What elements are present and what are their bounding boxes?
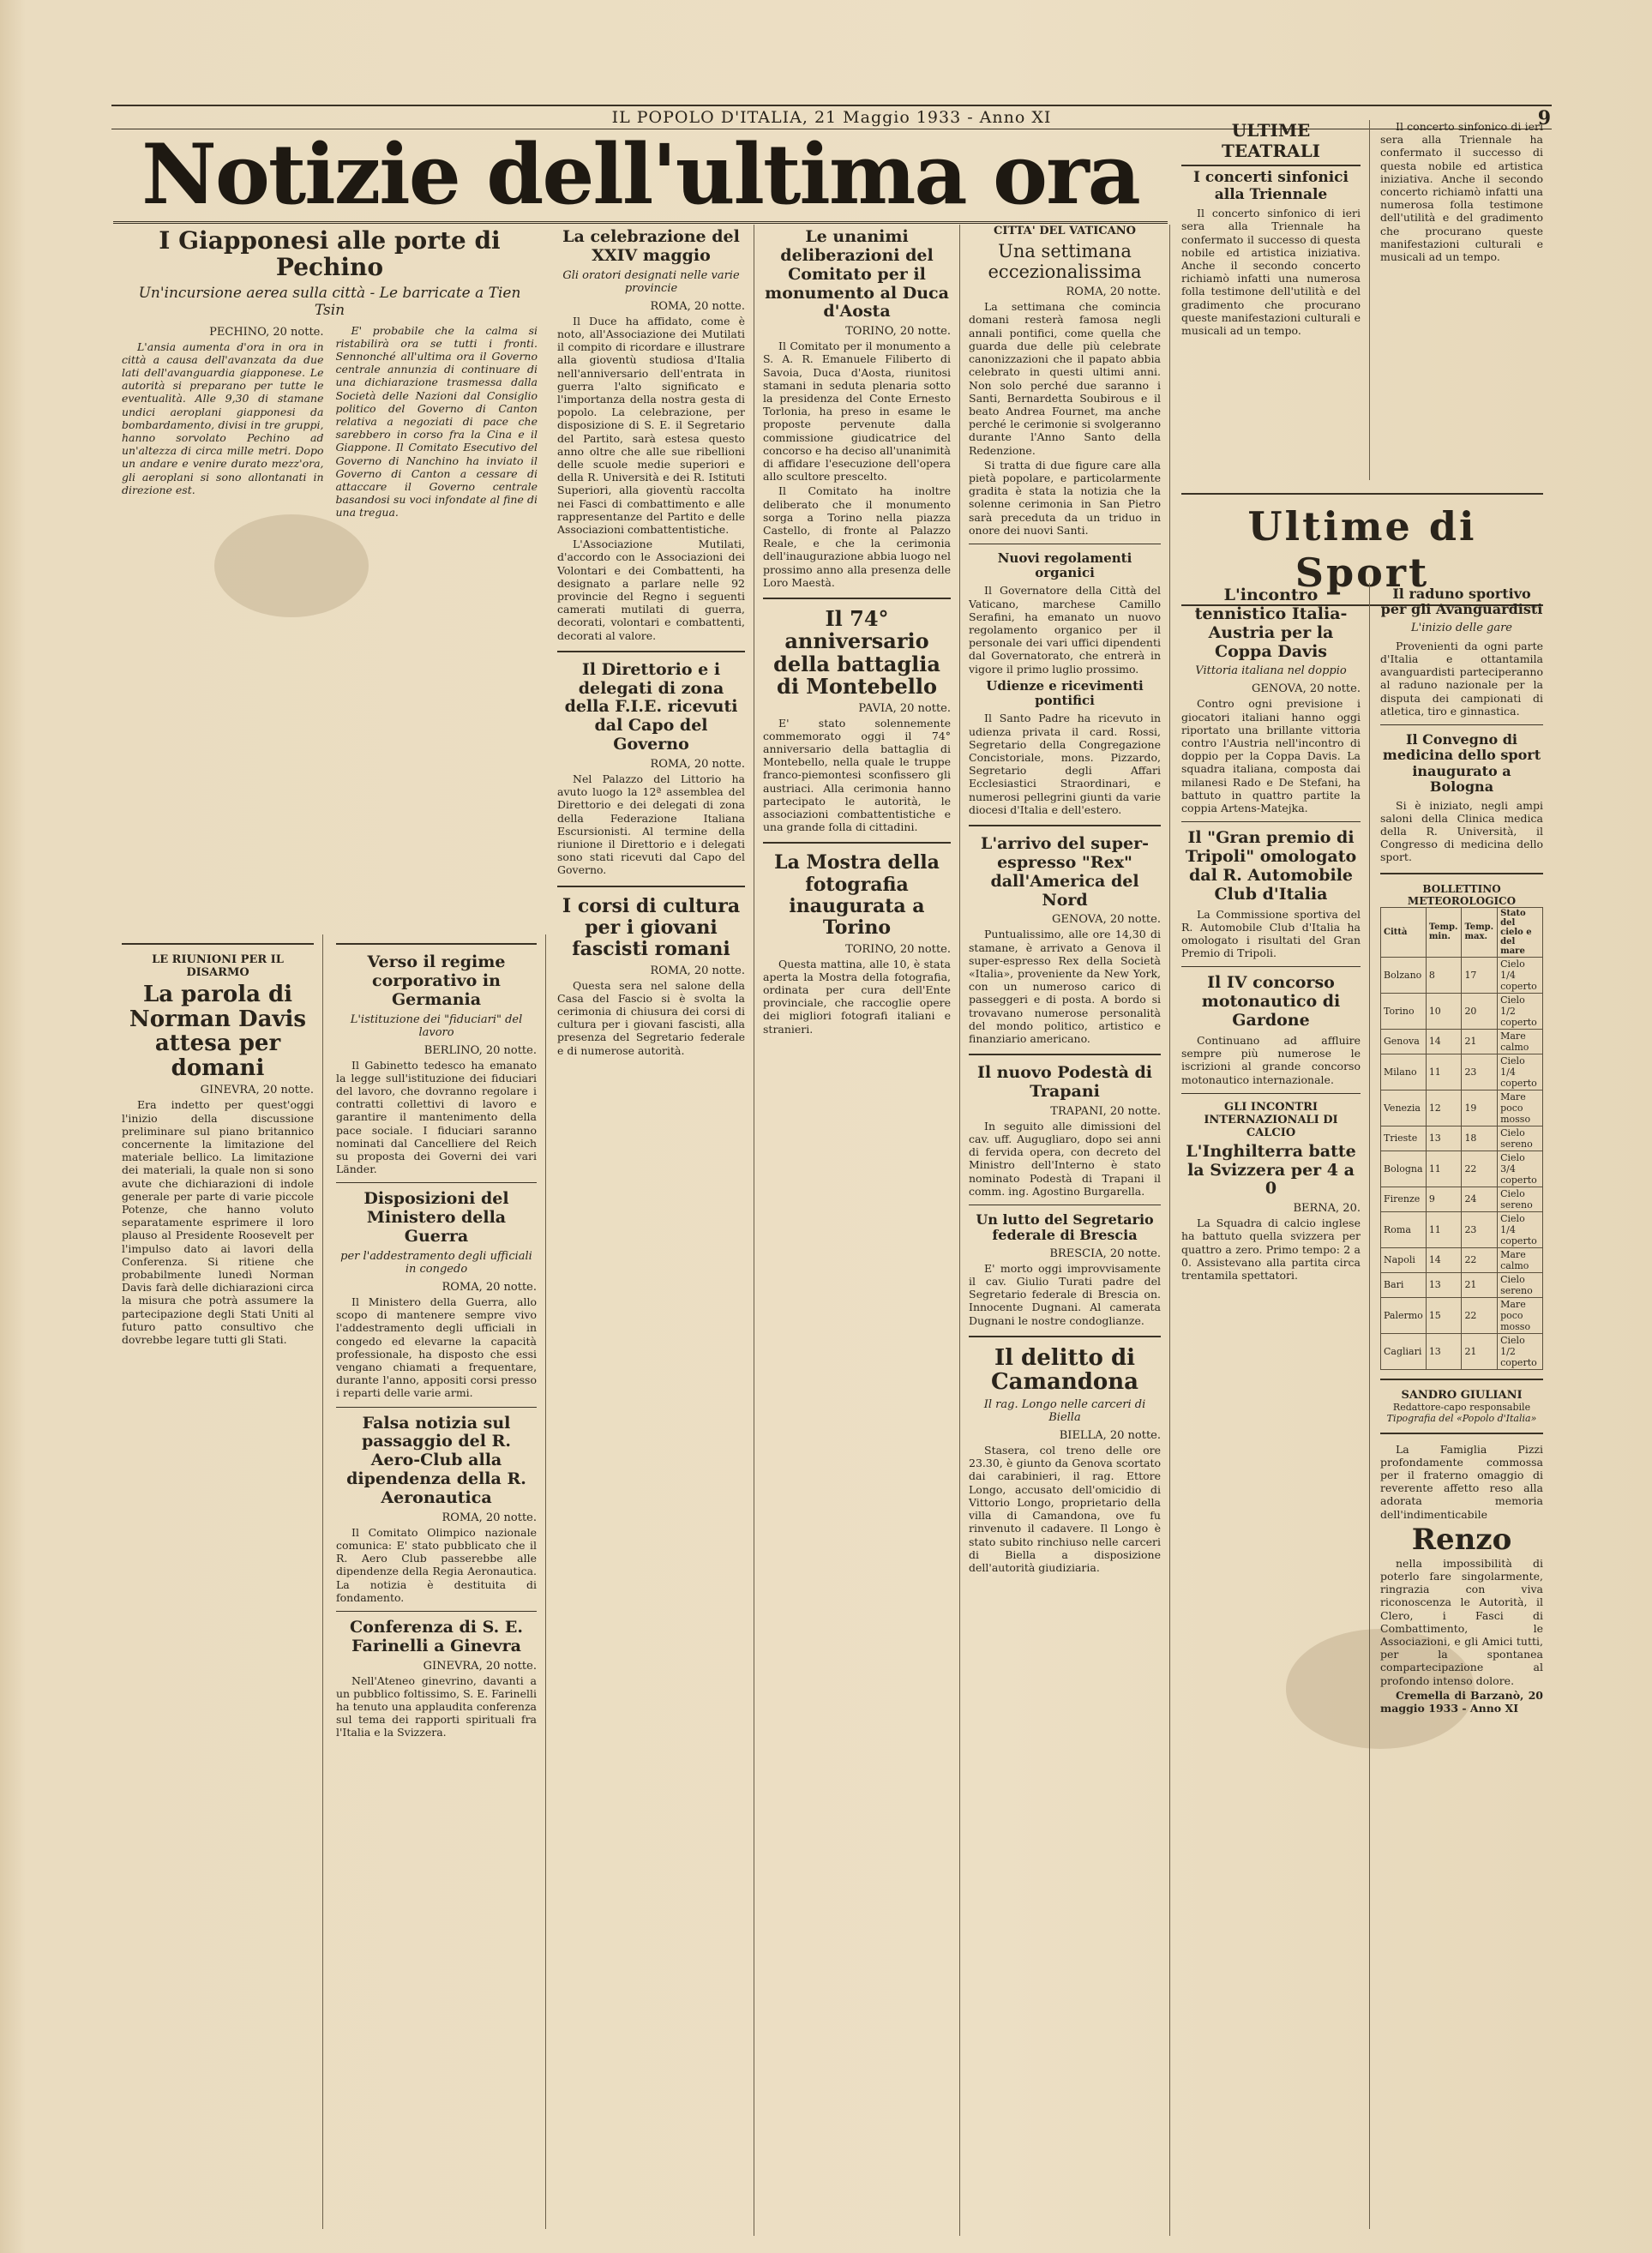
article-dateline: GENOVA, 20 notte.	[1052, 913, 1161, 927]
article-body: Questa sera nel salone della Casa del Fascio si è svolta la cerimonia di chiusura dei corsi di cultura per i giovani fascisti, alla presenza del Segretario federale e di numerose autorità.	[557, 978, 745, 1057]
article-subtitle: Un'incursione aerea sulla città - Le barricate a Tien Tsin	[138, 284, 521, 319]
weather-cell: Cagliari	[1381, 1333, 1427, 1369]
article-body: Questa mattina, alle 10, è stata aperta la Mostra della fotografia, ordinata per cura dell'Ente provinciale, che raccoglie opere dei migliori fotografi italiani e stranieri.	[763, 957, 951, 1036]
weather-cell: 9	[1426, 1187, 1462, 1211]
article-subtitle: Gli oratori designati nelle varie provincie	[562, 268, 740, 295]
weather-row	[1381, 1126, 1543, 1151]
weather-row	[1381, 1054, 1543, 1090]
weather-cell: Mare calmo	[1498, 1029, 1543, 1054]
article-body: Provenienti da ogni parte d'Italia e ottantamila avanguardisti parteciperanno al raduno nazionale per la disputa dei campionati di atletica, tiro e ginnastica.	[1380, 639, 1543, 718]
weather-cell: 15	[1426, 1297, 1462, 1333]
weather-cell: Cielo 1/4 coperto	[1498, 1211, 1543, 1247]
weather-cell: 18	[1462, 1126, 1498, 1151]
article-dateline: ROMA, 20 notte.	[442, 1280, 537, 1294]
article-body: Nell'Ateneo ginevrino, davanti a un pubblico foltissimo, S. E. Farinelli ha tenuto una applaudita conferenza sul tema dei rapporti spirituali fra l'Italia e la Svizzera.	[336, 1673, 537, 1739]
teatrali-section	[1173, 120, 1370, 480]
article-dateline: BERNA, 20.	[1293, 1202, 1361, 1216]
weather-cell: 21	[1462, 1333, 1498, 1369]
article-body: L'ansia aumenta d'ora in ora in città a causa dell'avanzata da due lati dell'avanguardia giapponese. Le autorità si preparano per tutte le eventualità. Alle 9,30 di stamane undici aeroplani giapponesi da bombardamento, divisi in tre gruppi, hanno sorvolato Pechino ad un'altezza di circa mille metri. Dopo un andare e venire durato mezz'ora, gli aeroplani si sono allontanati in direzione est.	[122, 339, 324, 496]
weather-row	[1381, 1272, 1543, 1297]
weather-cell: 23	[1462, 1054, 1498, 1090]
sport-column-left	[1173, 583, 1370, 2229]
weather-cell: Cielo 1/2 coperto	[1498, 993, 1543, 1029]
article-dateline: GINEVRA, 20 notte.	[423, 1659, 537, 1673]
article-body: Si è iniziato, negli ampi saloni della Clinica medica della R. Università, il Congresso di medicina dello sport.	[1380, 798, 1543, 864]
weather-header: Temp. min.	[1426, 907, 1462, 957]
article-body: Il Ministero della Guerra, allo scopo di mantenere sempre vivo l'addestramento degli ufficiali in congedo ed elevarne la capacità professionale, ha disposto che essi vengano chiamati a frequentare, durante l'anno, appositi corsi presso i reparti delle varie armi.	[336, 1295, 537, 1400]
article-title: La Mostra della fotografia inaugurata a Torino	[774, 851, 940, 940]
article-dateline: ROMA, 20 notte.	[1066, 285, 1161, 299]
article-title: Il delitto di Camandona	[990, 1344, 1139, 1396]
weather-cell: Bari	[1381, 1272, 1427, 1297]
article-dateline: GINEVRA, 20 notte.	[200, 1084, 314, 1097]
article-title: Il IV concorso motonautico di Gardone	[1201, 973, 1341, 1030]
weather-cell: 17	[1462, 957, 1498, 993]
article-body: L'Associazione Mutilati, d'accordo con le Associazioni dei Volontari e dei Combattenti, ha designato a parlare nelle 92 provincie del Regno i seguenti camerati mutilati di guerra, decorati, volontari e combattenti, decorati al valore.	[557, 538, 745, 642]
article-body: Il Comitato per il monumento a S. A. R. Emanuele Filiberto di Savoia, Duca d'Aosta, riunitosi stamani in seduta plenaria sotto la presidenza del Conte Ernesto Torlonia, ha preso in esame le proposte pervenute dalla commissione giudicatrice del concorso e ha deciso all'unanimità di affidare l'esecuzione dell'opera allo scultore prescelto.	[763, 339, 951, 484]
weather-row	[1381, 1187, 1543, 1211]
weather-row	[1381, 1151, 1543, 1187]
weather-cell: 12	[1426, 1090, 1462, 1126]
weather-cell: Venezia	[1381, 1090, 1427, 1126]
article-body: Il Governatore della Città del Vaticano, marchese Camillo Serafini, ha emanato un nuovo regolamento organico per il personale dei vari uffici dipendenti dal Governatorato, che entrerà in vigore il primo luglio prossimo.	[969, 584, 1161, 676]
article-body: La settimana che comincia domani resterà famosa negli annali pontifici, come quella che guarda due delle più celebrate canonizzazioni che il papato abbia celebrato in questi ultimi anni. Non solo perché due saranno i Santi, Bernardetta Soubirous e il beato Andrea Fournet, ma anche perché le cerimonie si svolgeranno durante l'Anno Santo della Redenzione.	[969, 300, 1161, 457]
article-dateline: BIELLA, 20 notte.	[1059, 1429, 1161, 1443]
article-body: E' stato solennemente commemorato oggi il 74° anniversario della battaglia di Montebello, nella quale le truppe franco-piemontesi sconfissero gli austriaci. Alla cerimonia hanno partecipato le autorità, le associazioni combattentistiche e una grande folla di cittadini.	[763, 716, 951, 834]
necrologio-closing: Cremella di Barzanò, 20 maggio 1933 - Anno XI	[1380, 1688, 1543, 1715]
article-title: Il Direttorio e i delegati di zona della F.I.E. ricevuti dal Capo del Governo	[564, 659, 738, 754]
weather-row	[1381, 1090, 1543, 1126]
weather-cell: 11	[1426, 1151, 1462, 1187]
article-title: Una settimana eccezionalissima	[988, 241, 1142, 283]
weather-cell: Palermo	[1381, 1297, 1427, 1333]
article-body: Il Comitato ha inoltre deliberato che il monumento sorga a Torino nella piazza Castello, di fronte al Palazzo Reale, e che la cerimonia dell'inaugurazione abbia luogo nel prossimo anno alla presenza delle Loro Maestà.	[763, 484, 951, 589]
article-body: Il Gabinetto tedesco ha emanato la legge sull'istituzione dei fiduciari del lavoro, che dovranno regolare i contratti collettivi di lavoro e garantire il mantenimento della pace sociale. I fiduciari saranno nominati dal Cancelliere del Reich su proposta dei Governi dei vari Länder.	[336, 1058, 537, 1176]
article-title: L'arrivo del super-espresso "Rex" dall'America del Nord	[980, 833, 1150, 910]
weather-cell: Cielo 1/2 coperto	[1498, 1333, 1543, 1369]
weather-cell: Firenze	[1381, 1187, 1427, 1211]
article-body: Stasera, col treno delle ore 23.30, è giunto da Genova scortato dai carabinieri, il rag. Ettore Longo, accusato dell'omicidio di Vittorio Longo, proprietario della villa di Camandona, ove fu rinvenuto il cadavere. Il Longo è stato subito rinchiuso nelle carceri di Biella a disposizione dell'autorità giudiziaria.	[969, 1444, 1161, 1574]
article-title: Il Convegno di medicina dello sport inaugurato a Bologna	[1382, 731, 1541, 796]
article-dateline: ROMA, 20 notte.	[650, 299, 745, 313]
weather-cell: Genova	[1381, 1029, 1427, 1054]
banner-title: Notizie dell'ultima ora	[113, 129, 1168, 224]
article-body: Puntualissimo, alle ore 14,30 di stamane, è arrivato a Genova il super-espresso Rex della Società «Italia», proveniente da New York, con un numeroso carico di passeggeri e di posta. A bordo si trovavano numerose personalità del mondo politico, artistico e finanziario americano.	[969, 928, 1161, 1045]
weather-cell: 14	[1426, 1247, 1462, 1272]
weather-cell: 20	[1462, 993, 1498, 1029]
article-title: I Giapponesi alle porte di Pechino	[159, 226, 501, 281]
article-title: Nuovi regolamenti organici	[997, 550, 1132, 581]
necrologio-body: nella impossibilità di poterlo fare singolarmente, ringrazia con viva riconoscenza le Autorità, il Clero, i Fasci di Combattimento, le Associazioni, e gli Amici tutti, per la spontanea compartecipazione al profondo intenso dolore.	[1380, 1556, 1543, 1687]
weather-table	[1380, 907, 1543, 1370]
article-dateline: ROMA, 20 notte.	[442, 1511, 537, 1524]
article-kicker: CITTA' DEL VATICANO	[994, 225, 1136, 237]
article-subtitle: L'inizio delle gare	[1411, 621, 1512, 634]
weather-cell: 21	[1462, 1272, 1498, 1297]
article-body: Il Santo Padre ha ricevuto in udienza privata il card. Rossi, Segretario della Congregazione Concistoriale, mons. Pizzardo, Segretario degli Affari Ecclesiastici Straordinari, e numerosi pellegrini giunti da varie diocesi d'Italia e dell'estero.	[969, 712, 1161, 816]
article-body: E' probabile che la calma si ristabilirà ora se tutti i fronti. Sennonché all'ultima ora il Governo centrale annunzia di continuare di una dichiarazione trasmessa dalla Società delle Nazioni dal Consiglio politico del Governo di Canton relativa a negoziati di pace che sarebbero in corso fra la Cina e il Giappone. Il Comitato Esecutivo del Governo di Nanchino ha inviato il Governo di Canton a cessare di attaccare il Governo centrale basandosi su voci infondate al fine di una tregua.	[335, 323, 538, 520]
weather-header: Temp. max.	[1462, 907, 1498, 957]
weather-row	[1381, 1297, 1543, 1333]
article-title: Il raduno sportivo per gli Avanguardisti	[1380, 586, 1543, 618]
tipografia: Tipografia del «Popolo d'Italia»	[1386, 1412, 1537, 1424]
article-dateline: PAVIA, 20 notte.	[858, 701, 951, 715]
article-kicker: GLI INCONTRI INTERNAZIONALI DI CALCIO	[1204, 1100, 1338, 1139]
column-2-lower	[327, 934, 546, 2229]
article-title: L'incontro tennistico Italia-Austria per la Coppa Davis	[1194, 586, 1348, 661]
weather-row	[1381, 1211, 1543, 1247]
weather-cell: 10	[1426, 993, 1462, 1029]
article-title: Le unanimi deliberazioni del Comitato per il monumento al Duca d'Aosta	[765, 227, 949, 321]
gerente-name: SANDRO GIULIANI	[1401, 1388, 1523, 1402]
weather-cell: 22	[1462, 1247, 1498, 1272]
weather-cell: Cielo sereno	[1498, 1187, 1543, 1211]
weather-cell: Bologna	[1381, 1151, 1427, 1187]
weather-row	[1381, 1247, 1543, 1272]
weather-row	[1381, 993, 1543, 1029]
article-title: Udienze e ricevimenti pontifici	[986, 677, 1144, 709]
article-norman-davis	[113, 934, 323, 2229]
page-number: 9	[1537, 107, 1552, 129]
column-5	[960, 225, 1170, 2236]
weather-cell: 21	[1462, 1029, 1498, 1054]
article-title: Verso il regime corporativo in Germania	[367, 952, 506, 1009]
article-body: In seguito alle dimissioni del cav. uff. Augugliaro, dopo sei anni di fervida opera, con decreto del Ministro dell'Interno è stato nominato Podestà di Trapani il comm. ing. Agostino Burgarella.	[969, 1119, 1161, 1198]
article-subtitle: Vittoria italiana nel doppio	[1195, 664, 1347, 678]
article-dateline: TORINO, 20 notte.	[845, 942, 951, 956]
article-subtitle: L'istituzione dei "fiduciari" del lavoro	[350, 1012, 523, 1039]
article-body: Il Duce ha affidato, come è noto, all'Associazione dei Mutilati il compito di ricordare e illustrare alla gioventù studiosa d'Italia nell'anniversario dell'entrata in guerra l'alto significato e l'importanza della nostra gesta di popolo. La celebrazione, per disposizione di S. E. il Segretario del Partito, sarà estesa questo anno oltre che alle sue ribellioni delle scuole medie superiori e della R. Università e dei R. Istituti Superiori, alla gioventù raccolta nei Fasci di combattimento e alle rappresentanze del Partito e delle Associazioni combattentistiche.	[557, 314, 745, 536]
article-body: Nel Palazzo del Littorio ha avuto luogo la 12ª assemblea del Direttorio e dei delegati di zona della Federazione Italiana Escursionisti. Al termine della riunione il Direttorio e i delegati sono stati ricevuti dal Capo del Governo.	[557, 772, 745, 877]
weather-cell: 11	[1426, 1054, 1462, 1090]
article-title: L'Inghilterra batte la Svizzera per 4 a 0	[1186, 1141, 1356, 1199]
weather-cell: 13	[1426, 1333, 1462, 1369]
article-title: I concerti sinfonici alla Triennale	[1193, 169, 1349, 203]
article-title: I corsi di cultura per i giovani fascisti romani	[562, 894, 741, 961]
weather-row	[1381, 957, 1543, 993]
article-title: Il nuovo Podestà di Trapani	[976, 1063, 1153, 1102]
weather-cell: 13	[1426, 1126, 1462, 1151]
weather-cell: Milano	[1381, 1054, 1427, 1090]
weather-cell: Mare calmo	[1498, 1247, 1543, 1272]
weather-cell: Mare poco mosso	[1498, 1297, 1543, 1333]
weather-header: Città	[1381, 907, 1427, 957]
column-4	[754, 225, 960, 2236]
article-title: Falsa notizia sul passaggio del R. Aero-Club alla dipendenza della R. Aeronautica	[346, 1413, 526, 1507]
article-body: E' morto oggi improvvisamente il cav. Giulio Turati padre del Segretario federale di Brescia on. Innocente Dugnani. Al camerata Dugnani le nostre condoglianze.	[969, 1261, 1161, 1327]
section-kicker: ULTIME TEATRALI	[1181, 120, 1361, 166]
teatrali-continued	[1372, 120, 1552, 480]
article-dateline: TORINO, 20 notte.	[845, 325, 951, 339]
weather-cell: Bolzano	[1381, 957, 1427, 993]
article-title: Il 74° anniversario della battaglia di Montebello	[773, 606, 940, 700]
weather-row	[1381, 1333, 1543, 1369]
weather-cell: 19	[1462, 1090, 1498, 1126]
weather-row	[1381, 1029, 1543, 1054]
article-body: Si tratta di due figure care alla pietà popolare, e particolarmente gradita è stata la notizia che la solenne cerimonia in San Pietro sarà preceduta da un triduo in onore dei nuovi Santi.	[969, 458, 1161, 537]
masthead-line: IL POPOLO D'ITALIA, 21 Maggio 1933 - Anno XI	[611, 108, 1052, 127]
weather-cell: Cielo 3/4 coperto	[1498, 1151, 1543, 1187]
column-3	[549, 225, 754, 2236]
weather-title: BOLLETTINO METEOROLOGICO	[1407, 882, 1517, 907]
article-body: Il Comitato Olimpico nazionale comunica: E' stato pubblicato che il R. Aero Club passerebbe alle dipendenze della Regia Aeronautica. La notizia è destituita di fondamento.	[336, 1525, 537, 1604]
article-title: Disposizioni del Ministero della Guerra	[363, 1189, 509, 1247]
article-dateline: ROMA, 20 notte.	[650, 757, 745, 771]
article-body: Era indetto per quest'oggi l'inizio della discussione preliminare sul piano britannico concernente la limitazione del materiale bellico. La limitazione dei materiali, la quale non si sono avute che dichiarazioni di indole generale per parte di varie piccole Potenze, che hanno voluto separatamente esprimere il loro plauso al Presidente Roosevelt per l'impulso dato ai lavori della Conferenza. Si ritiene che probabilmente lunedì Norman Davis farà delle dichiarazioni circa la misura che potrà assumere la partecipazione degli Stati Uniti al futuro patto consultivo che dovrebbe legare tutti gli Stati.	[122, 1098, 314, 1347]
weather-cell: 22	[1462, 1151, 1498, 1187]
sport-column-right	[1372, 583, 1552, 2229]
article-dateline: TRAPANI, 20 notte.	[1050, 1104, 1161, 1118]
weather-cell: Torino	[1381, 993, 1427, 1029]
weather-cell: Cielo 1/4 coperto	[1498, 957, 1543, 993]
weather-cell: 8	[1426, 957, 1462, 993]
article-body: La Commissione sportiva del R. Automobile Club d'Italia ha omologato i risultati del Gran Premio di Tripoli.	[1181, 907, 1361, 960]
article-dateline: PECHINO, 20 notte.	[209, 325, 324, 339]
article-dateline: ROMA, 20 notte.	[650, 964, 745, 977]
weather-header: Stato del cielo e del mare	[1498, 907, 1543, 957]
article-title: Il "Gran premio di Tripoli" omologato dal R. Automobile Club d'Italia	[1185, 828, 1357, 904]
article-title: Un lutto del Segretario federale di Brescia	[976, 1211, 1154, 1244]
article-body: La Squadra di calcio inglese ha battuto quella svizzera per quattro a zero. Primo tempo: 2 a 0. Assistevano alla partita circa trentamila spettatori.	[1181, 1217, 1361, 1283]
weather-cell: 22	[1462, 1297, 1498, 1333]
article-body: Il concerto sinfonico di ieri sera alla Triennale ha confermato il successo di questa nobile ed artistica iniziativa. Anche il secondo concerto richiamò infatti una numerosa folla testimone dell'utilità e del gradimento che procurano queste manifestazioni culturali e musicali ad un tempo.	[1181, 207, 1361, 337]
article-subtitle: per l'addestramento degli ufficiali in congedo	[340, 1249, 532, 1276]
article-dateline: GENOVA, 20 notte.	[1252, 682, 1361, 696]
section-header: Ultime di Sport	[1247, 503, 1477, 596]
weather-cell: Trieste	[1381, 1126, 1427, 1151]
weather-cell: 13	[1426, 1272, 1462, 1297]
weather-cell: Cielo 1/4 coperto	[1498, 1054, 1543, 1090]
weather-cell: Cielo sereno	[1498, 1272, 1543, 1297]
article-giapponesi	[113, 225, 546, 521]
article-subtitle: Il rag. Longo nelle carceri di Biella	[983, 1398, 1146, 1425]
weather-cell: Napoli	[1381, 1247, 1427, 1272]
article-dateline: BERLINO, 20 notte.	[424, 1043, 537, 1057]
article-kicker: LE RIUNIONI PER IL DISARMO	[152, 953, 284, 979]
article-body: Il concerto sinfonico di ieri sera alla Triennale ha confermato il successo di questa nobile ed artistica iniziativa. Anche il secondo concerto richiamò infatti una numerosa folla testimone dell'utilità e del gradimento che procurano queste manifestazioni culturali e musicali ad un tempo.	[1380, 120, 1543, 264]
weather-cell: 14	[1426, 1029, 1462, 1054]
necrologio-intro: La Famiglia Pizzi profondamente commossa per il fraterno omaggio di reverente affetto reso alla adorata memoria dell'indimenticabile	[1380, 1442, 1543, 1521]
weather-cell: 23	[1462, 1211, 1498, 1247]
article-body: Continuano ad affluire sempre più numerose le iscrizioni al grande concorso motonautico internazionale.	[1181, 1033, 1361, 1086]
weather-cell: 11	[1426, 1211, 1462, 1247]
article-title: La celebrazione del XXIV maggio	[562, 227, 740, 265]
article-title: La parola di Norman Davis attesa per domani	[129, 982, 307, 1081]
weather-cell: Roma	[1381, 1211, 1427, 1247]
weather-cell: Cielo sereno	[1498, 1126, 1543, 1151]
weather-cell: 24	[1462, 1187, 1498, 1211]
weather-cell: Mare poco mosso	[1498, 1090, 1543, 1126]
article-body: Contro ogni previsione i giocatori italiani hanno oggi riportato una brillante vittoria contro l'Austria nell'incontro di doppio per la Coppa Davis. La squadra italiana, composta dai milanesi Rado e De Stefani, ha battuto in quattro partite la coppia Artens-Matejka.	[1181, 697, 1361, 814]
article-dateline: BRESCIA, 20 notte.	[1049, 1247, 1161, 1260]
necrologio-name: Renzo	[1411, 1522, 1512, 1557]
article-title: Conferenza di S. E. Farinelli a Ginevra	[350, 1617, 523, 1655]
paper-stain	[214, 514, 369, 617]
gerente-role: Redattore-capo responsabile	[1392, 1401, 1531, 1413]
